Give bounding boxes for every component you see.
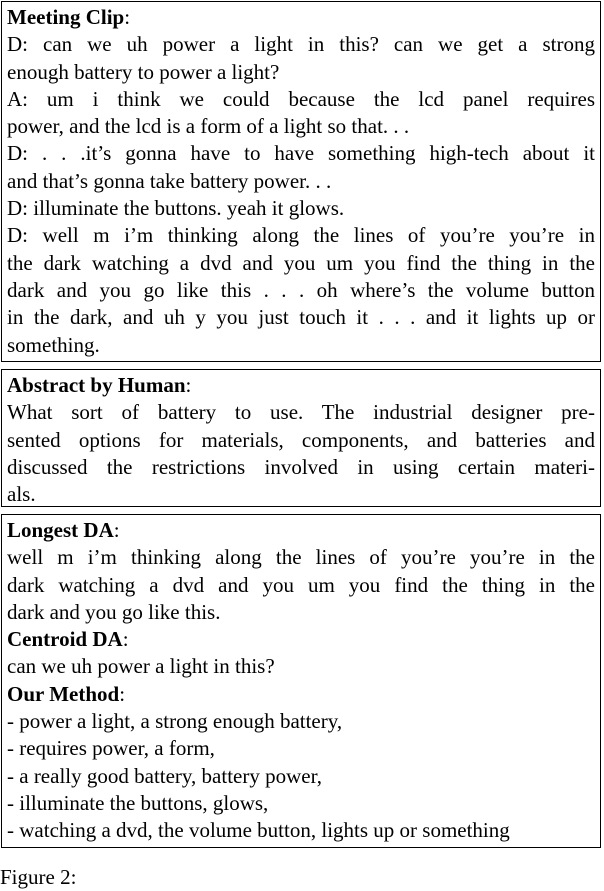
abstract-heading: Abstract by Human <box>7 373 186 397</box>
meeting-clip-line: enough battery to power a light? <box>7 59 280 84</box>
our-method-item: - power a light, a strong enough battery, <box>7 709 343 734</box>
abstract-line: What sort of battery to use. The industrial designer pre- <box>7 400 595 425</box>
our-method-item: - requires power, a form, <box>7 736 215 761</box>
meeting-clip-line: and that’s gonna take battery power. . . <box>7 168 332 193</box>
abstract-line: sented options for materials, components, and batteries and <box>7 427 595 452</box>
longest-da-line: well m i’m thinking along the lines of you’re you’re in the <box>7 545 595 570</box>
results-box <box>1 514 601 848</box>
meeting-clip-heading: Meeting Clip <box>7 5 125 29</box>
meeting-clip-line: the dark watching a dvd and you um you find the thing in the <box>7 250 595 275</box>
meeting-clip-line: A: um i think we could because the lcd panel requires <box>7 86 595 111</box>
meeting-clip-box <box>1 1 601 362</box>
our-method-item: - illuminate the buttons, glows, <box>7 790 269 815</box>
longest-da-line: dark and you go like this. <box>7 599 221 624</box>
our-method-heading: Our Method <box>7 681 120 706</box>
meeting-clip-line: in the dark, and uh y you just touch it . . . and it lights up or <box>7 305 595 330</box>
centroid-da-line: can we uh power a light in this? <box>7 654 275 679</box>
figure-caption: Figure 2: <box>0 865 77 889</box>
abstract-line: als. <box>7 482 36 507</box>
meeting-clip-heading-line: Meeting Clip: <box>7 5 131 29</box>
centroid-da-heading-line: Centroid DA: <box>7 627 129 652</box>
abstract-line: discussed the restrictions involved in using certain materi- <box>7 454 595 479</box>
meeting-clip-line: D: can we uh power a light in this? can we get a strong <box>7 32 595 57</box>
longest-da-line: dark watching a dvd and you um you find the thing in the <box>7 572 595 597</box>
meeting-clip-line: dark and you go like this . . . oh where’s the volume button <box>7 277 595 302</box>
longest-da-heading-line: Longest DA: <box>7 518 120 542</box>
our-method-item: - a really good battery, battery power, <box>7 763 322 788</box>
longest-da-heading: Longest DA <box>7 518 114 542</box>
meeting-clip-line: power, and the lcd is a form of a light so that. . . <box>7 114 410 139</box>
our-method-heading-line: Our Method: <box>7 681 126 706</box>
abstract-heading-line: Abstract by Human: <box>7 373 192 397</box>
meeting-clip-line: D: . . .it’s gonna have to have something high-tech about it <box>7 141 595 166</box>
meeting-clip-line: D: illuminate the buttons. yeah it glows. <box>7 196 345 221</box>
abstract-box <box>1 369 601 507</box>
meeting-clip-line: D: well m i’m thinking along the lines of you’re you’re in <box>7 223 595 248</box>
meeting-clip-line: something. <box>7 332 100 357</box>
our-method-item: - watching a dvd, the volume button, lights up or something <box>7 818 510 843</box>
centroid-da-heading: Centroid DA <box>7 627 123 652</box>
